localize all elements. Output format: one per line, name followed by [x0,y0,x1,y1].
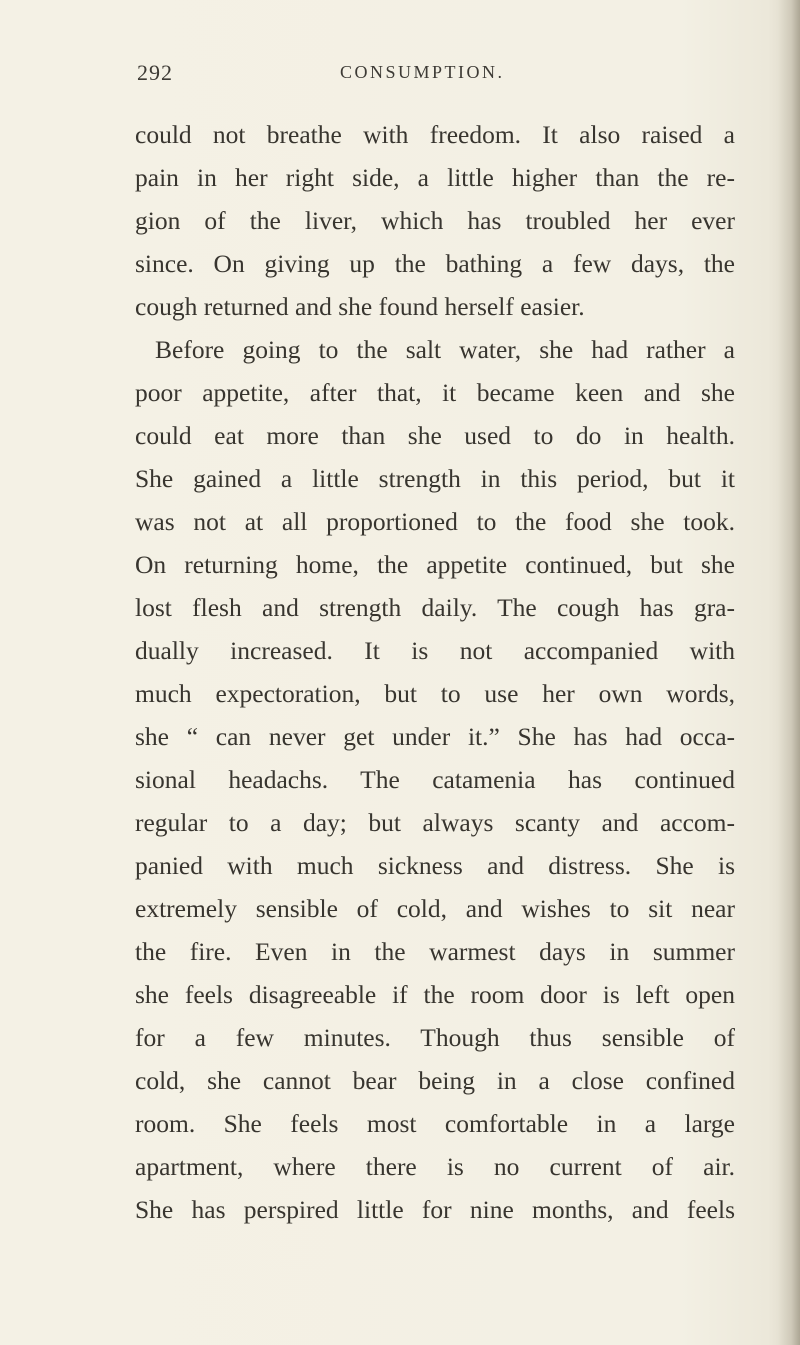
page-number: 292 [137,60,173,85]
text-line: She has perspired little for nine months, and feels [135,1195,735,1224]
text-line: the fire. Even in the warmest days in summer [135,937,735,966]
text-line: She gained a little strength in this period, but it [135,464,735,493]
text-line: cough returned and she found herself easier. [135,292,585,321]
text-line: room. She feels most comfortable in a large [135,1109,735,1138]
text-line: gion of the liver, which has troubled her ever [135,206,735,235]
text-line: dually increased. It is not accompanied with [135,636,735,665]
text-line: poor appetite, after that, it became keen and she [135,378,735,407]
text-line: pain in her right side, a little higher than the re- [135,163,735,192]
text-line: regular to a day; but always scanty and accom- [135,808,735,837]
body-text [135,113,735,1231]
running-head [0,60,800,90]
text-line: since. On giving up the bathing a few days, the [135,249,735,278]
text-line: sional headachs. The catamenia has continued [135,765,735,794]
page-edge-shadow [778,0,800,1345]
text-line: could eat more than she used to do in health. [135,421,735,450]
text-line: On returning home, the appetite continued, but she [135,550,735,579]
text-line: was not at all proportioned to the food she took. [135,507,735,536]
text-line: lost flesh and strength daily. The cough has gra- [135,593,735,622]
text-line: panied with much sickness and distress. She is [135,851,735,880]
text-line: for a few minutes. Though thus sensible of [135,1023,735,1052]
running-head-title: CONSUMPTION. [340,62,505,82]
text-line: apartment, where there is no current of air. [135,1152,735,1181]
text-line: much expectoration, but to use her own words, [135,679,735,708]
text-line: cold, she cannot bear being in a close confined [135,1066,735,1095]
text-line: she feels disagreeable if the room door is left open [135,980,735,1009]
text-line: Before going to the salt water, she had rather a [155,335,735,364]
text-line: extremely sensible of cold, and wishes to sit near [135,894,735,923]
text-line: could not breathe with freedom. It also raised a [135,120,735,149]
text-line: she “ can never get under it.” She has had occa- [135,722,735,751]
